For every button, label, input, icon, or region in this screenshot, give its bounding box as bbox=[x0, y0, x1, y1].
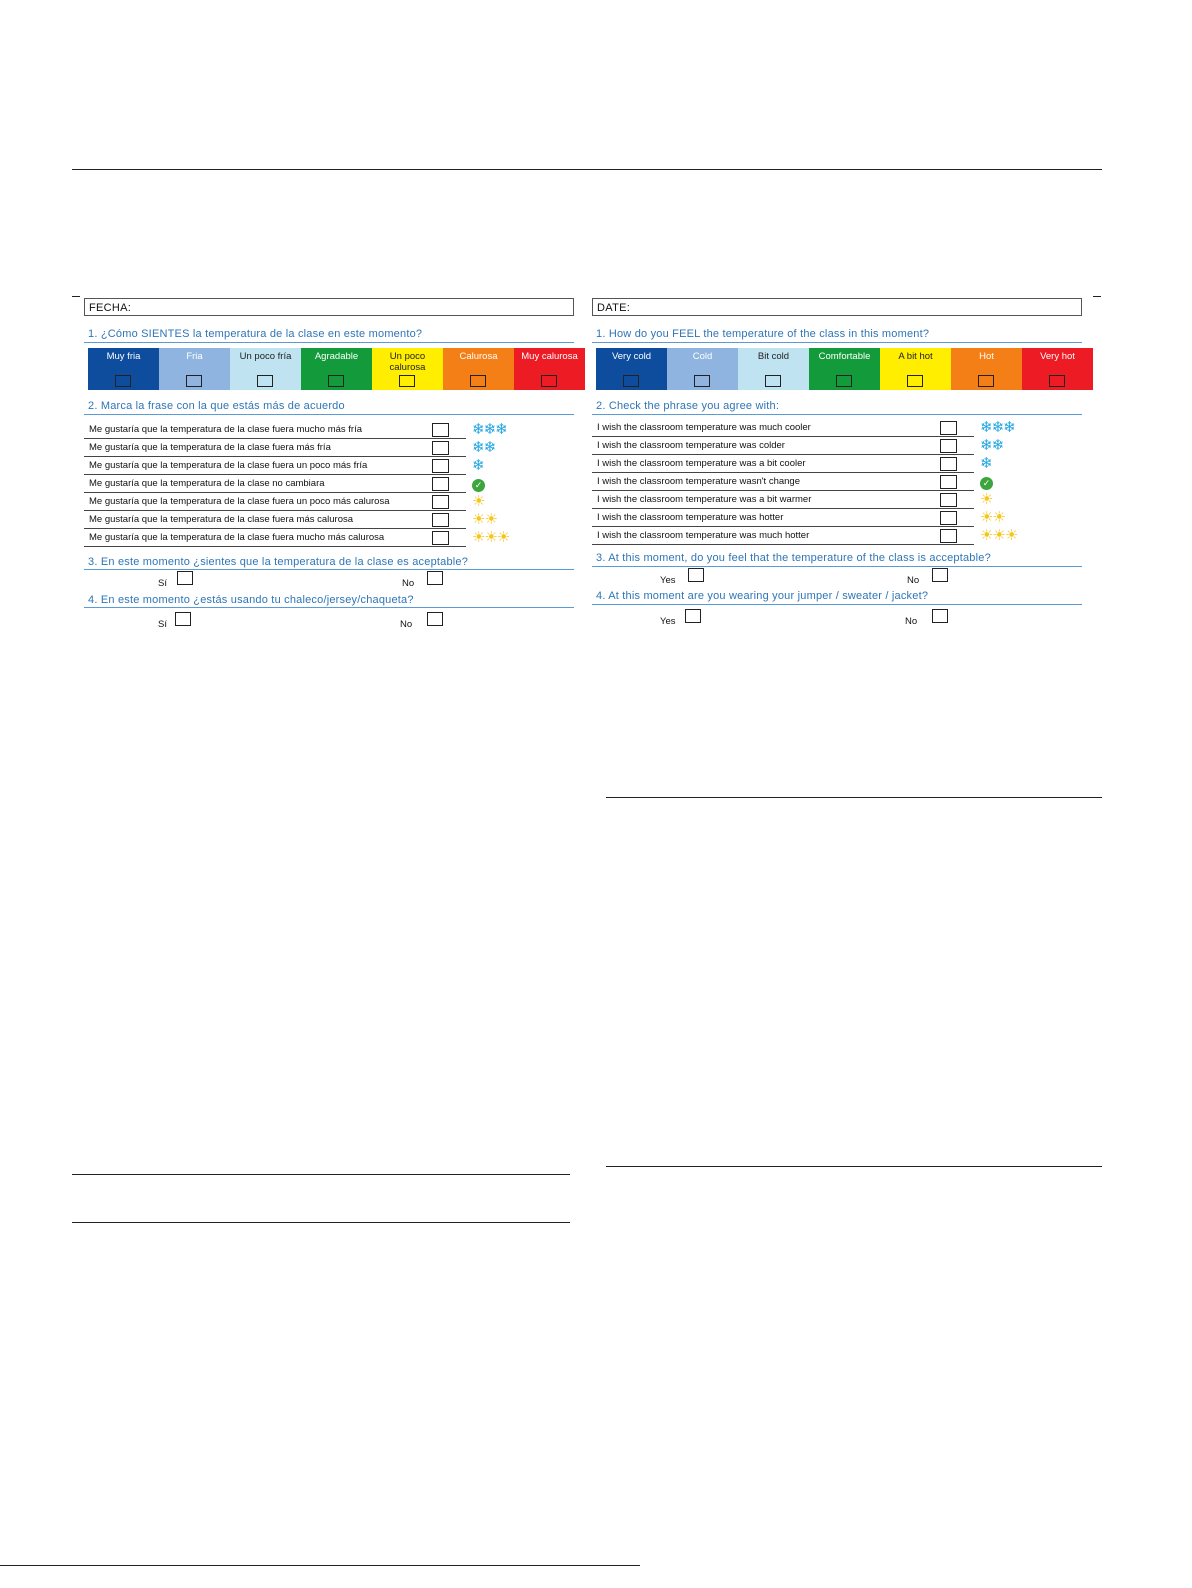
q4-no-checkbox[interactable] bbox=[427, 612, 443, 626]
phrase-option-7: I wish the classroom temperature was much hotter bbox=[592, 527, 974, 545]
sun-icon: ☀ bbox=[992, 509, 1005, 526]
scale-option-label: Agradable bbox=[314, 351, 359, 362]
question-3-underline bbox=[592, 566, 1082, 567]
question-3-underline bbox=[84, 569, 574, 570]
q4-no-label: No bbox=[400, 619, 413, 630]
scale-option-1[interactable] bbox=[596, 348, 667, 390]
scale-option-4[interactable] bbox=[301, 348, 372, 390]
scale-option-label: Un poco calurosa bbox=[389, 351, 426, 373]
right-rule-1 bbox=[606, 797, 1102, 798]
phrase-checkbox-1[interactable] bbox=[432, 423, 449, 437]
snowflake-icon: ❄ bbox=[472, 457, 484, 474]
date-field[interactable]: FECHA: bbox=[84, 298, 574, 316]
phrase-checkbox-4[interactable] bbox=[940, 475, 957, 489]
phrase-icon-group bbox=[472, 511, 497, 529]
top-rule bbox=[72, 169, 1102, 170]
scale-option-checkbox[interactable] bbox=[1049, 375, 1065, 387]
right-tick bbox=[1093, 296, 1101, 297]
scale-option-label: Fria bbox=[186, 351, 203, 362]
scale-option-label: Very cold bbox=[611, 351, 652, 362]
q3-yes-checkbox[interactable] bbox=[177, 571, 193, 585]
question-4-title: 4. En este momento ¿estás usando tu chaleco/jersey/chaqueta? bbox=[88, 594, 414, 606]
snowflake-icon: ❄ bbox=[991, 437, 1004, 454]
scale-option-checkbox[interactable] bbox=[399, 375, 415, 387]
phrase-option-2: Me gustaría que la temperatura de la clase fuera más fría bbox=[84, 439, 466, 457]
phrase-icon-group bbox=[980, 455, 992, 473]
q3-no-checkbox[interactable] bbox=[427, 571, 443, 585]
phrase-icon-group bbox=[472, 493, 484, 511]
phrase-icon-group bbox=[472, 439, 495, 457]
scale-option-label: Cold bbox=[692, 351, 713, 362]
scale-option-checkbox[interactable] bbox=[257, 375, 273, 387]
sun-icon: ☀ bbox=[1004, 527, 1018, 544]
question-4-title: 4. At this moment are you wearing your jumper / sweater / jacket? bbox=[596, 590, 929, 602]
phrase-icon-group bbox=[980, 437, 1003, 455]
q4-yes-checkbox[interactable] bbox=[685, 609, 701, 623]
sun-icon: ☀ bbox=[980, 509, 993, 526]
phrase-checkbox-1[interactable] bbox=[940, 421, 957, 435]
q3-yes-label: Yes bbox=[660, 575, 676, 586]
phrase-icon-group bbox=[472, 421, 507, 439]
sun-icon: ☀ bbox=[980, 527, 993, 544]
phrase-icon-group bbox=[472, 475, 485, 493]
left-rule-2 bbox=[72, 1222, 570, 1223]
scale-option-checkbox[interactable] bbox=[541, 375, 557, 387]
sun-icon: ☀ bbox=[484, 511, 497, 528]
scale-option-label: Muy calurosa bbox=[521, 351, 578, 362]
sun-icon: ☀ bbox=[980, 491, 993, 508]
scale-option-checkbox[interactable] bbox=[978, 375, 994, 387]
scale-option-2[interactable] bbox=[667, 348, 738, 390]
phrase-option-4: Me gustaría que la temperatura de la clase no cambiara bbox=[84, 475, 466, 493]
date-field[interactable]: DATE: bbox=[592, 298, 1082, 316]
phrase-icon-group bbox=[980, 473, 993, 491]
sun-icon: ☀ bbox=[496, 529, 510, 546]
scale-option-checkbox[interactable] bbox=[623, 375, 639, 387]
sun-icon: ☀ bbox=[472, 511, 485, 528]
sun-icon: ☀ bbox=[992, 527, 1005, 544]
snowflake-icon: ❄ bbox=[483, 439, 496, 456]
survey-form-spanish bbox=[84, 296, 578, 630]
phrase-checkbox-3[interactable] bbox=[432, 459, 449, 473]
phrase-checkbox-7[interactable] bbox=[940, 529, 957, 543]
scale-option-label: Calurosa bbox=[459, 351, 498, 362]
scale-option-7[interactable] bbox=[1022, 348, 1093, 390]
snowflake-icon: ❄ bbox=[472, 421, 484, 438]
phrase-icon-group bbox=[980, 509, 1005, 527]
question-4-underline bbox=[84, 607, 574, 608]
phrase-icon-group bbox=[980, 527, 1017, 545]
scale-option-checkbox[interactable] bbox=[694, 375, 710, 387]
left-tick bbox=[72, 296, 80, 297]
phrase-option-1: I wish the classroom temperature was much cooler bbox=[592, 419, 974, 437]
scale-option-checkbox[interactable] bbox=[115, 375, 131, 387]
q4-yes-checkbox[interactable] bbox=[175, 612, 191, 626]
snowflake-icon: ❄ bbox=[483, 421, 496, 438]
scale-option-checkbox[interactable] bbox=[907, 375, 923, 387]
q4-yes-label: Yes bbox=[660, 616, 676, 627]
question-2-underline bbox=[84, 414, 574, 415]
question-1-underline bbox=[84, 342, 574, 343]
scale-option-3[interactable] bbox=[738, 348, 809, 390]
question-1-title: 1. ¿Cómo SIENTES la temperatura de la clase en este momento? bbox=[88, 328, 423, 340]
scale-option-2[interactable] bbox=[159, 348, 230, 390]
scale-option-label: Muy fria bbox=[106, 351, 141, 362]
snowflake-icon: ❄ bbox=[980, 437, 992, 454]
scale-option-checkbox[interactable] bbox=[470, 375, 486, 387]
sun-icon: ☀ bbox=[484, 529, 497, 546]
phrase-option-3: Me gustaría que la temperatura de la clase fuera un poco más fría bbox=[84, 457, 466, 475]
left-rule-1 bbox=[72, 1174, 570, 1175]
phrase-option-2: I wish the classroom temperature was colder bbox=[592, 437, 974, 455]
phrase-checkbox-4[interactable] bbox=[432, 477, 449, 491]
snowflake-icon: ❄ bbox=[472, 439, 484, 456]
phrase-checkbox-2[interactable] bbox=[432, 441, 449, 455]
q4-no-checkbox[interactable] bbox=[932, 609, 948, 623]
phrase-option-6: Me gustaría que la temperatura de la clase fuera más calurosa bbox=[84, 511, 466, 529]
snowflake-icon: ❄ bbox=[991, 419, 1004, 436]
question-3-title: 3. En este momento ¿sientes que la temperatura de la clase es aceptable? bbox=[88, 556, 469, 568]
phrase-option-3: I wish the classroom temperature was a bit cooler bbox=[592, 455, 974, 473]
scale-option-label: A bit hot bbox=[898, 351, 933, 362]
scale-option-7[interactable] bbox=[514, 348, 585, 390]
phrase-option-7: Me gustaría que la temperatura de la clase fuera mucho más calurosa bbox=[84, 529, 466, 547]
scale-option-6[interactable] bbox=[951, 348, 1022, 390]
q3-yes-label: Sí bbox=[158, 578, 167, 589]
check-icon: ✓ bbox=[980, 477, 993, 490]
bottom-rule bbox=[0, 1565, 640, 1566]
phrase-checkbox-3[interactable] bbox=[940, 457, 957, 471]
scale-option-label: Un poco fría bbox=[239, 351, 292, 362]
q4-no-label: No bbox=[905, 616, 918, 627]
scale-option-checkbox[interactable] bbox=[328, 375, 344, 387]
scale-option-6[interactable] bbox=[443, 348, 514, 390]
phrase-checkbox-5[interactable] bbox=[432, 495, 449, 509]
q3-no-label: No bbox=[907, 575, 920, 586]
phrase-option-1: Me gustaría que la temperatura de la clase fuera mucho más fría bbox=[84, 421, 466, 439]
scale-option-5[interactable] bbox=[880, 348, 951, 390]
survey-form-english bbox=[592, 296, 1082, 628]
scale-option-label: Bit cold bbox=[757, 351, 790, 362]
sun-icon: ☀ bbox=[472, 529, 485, 546]
scale-option-3[interactable] bbox=[230, 348, 301, 390]
scale-option-4[interactable] bbox=[809, 348, 880, 390]
temperature-scale bbox=[596, 348, 1093, 390]
question-2-title: 2. Marca la frase con la que estás más de acuerdo bbox=[88, 400, 345, 412]
phrase-icon-group bbox=[472, 457, 484, 475]
scale-option-checkbox[interactable] bbox=[765, 375, 781, 387]
phrase-option-6: I wish the classroom temperature was hotter bbox=[592, 509, 974, 527]
question-4-underline bbox=[592, 604, 1082, 605]
question-2-underline bbox=[592, 414, 1082, 415]
q3-no-checkbox[interactable] bbox=[932, 568, 948, 582]
snowflake-icon: ❄ bbox=[495, 421, 507, 438]
q3-yes-checkbox[interactable] bbox=[688, 568, 704, 582]
phrase-icon-group bbox=[980, 419, 1015, 437]
phrase-checkbox-2[interactable] bbox=[940, 439, 957, 453]
phrase-option-4: I wish the classroom temperature wasn't change bbox=[592, 473, 974, 491]
right-rule-2 bbox=[606, 1166, 1102, 1167]
sun-icon: ☀ bbox=[472, 493, 485, 510]
scale-option-label: Comfortable bbox=[818, 351, 871, 362]
question-1-title: 1. How do you FEEL the temperature of the class in this moment? bbox=[596, 328, 930, 340]
check-icon: ✓ bbox=[472, 479, 485, 492]
phrase-option-5: I wish the classroom temperature was a bit warmer bbox=[592, 491, 974, 509]
phrase-checkbox-5[interactable] bbox=[940, 493, 957, 507]
scale-option-1[interactable] bbox=[88, 348, 159, 390]
snowflake-icon: ❄ bbox=[1003, 419, 1015, 436]
phrase-icon-group bbox=[980, 491, 992, 509]
temperature-scale bbox=[88, 348, 585, 390]
question-2-title: 2. Check the phrase you agree with: bbox=[596, 400, 780, 412]
phrase-checkbox-6[interactable] bbox=[940, 511, 957, 525]
scale-option-label: Very hot bbox=[1040, 351, 1075, 362]
snowflake-icon: ❄ bbox=[980, 419, 992, 436]
scale-option-5[interactable] bbox=[372, 348, 443, 390]
question-3-title: 3. At this moment, do you feel that the temperature of the class is acceptable? bbox=[596, 552, 991, 564]
phrase-checkbox-6[interactable] bbox=[432, 513, 449, 527]
snowflake-icon: ❄ bbox=[980, 455, 992, 472]
question-1-underline bbox=[592, 342, 1082, 343]
scale-option-checkbox[interactable] bbox=[186, 375, 202, 387]
scale-option-checkbox[interactable] bbox=[836, 375, 852, 387]
scale-option-label: Hot bbox=[979, 351, 994, 362]
phrase-option-5: Me gustaría que la temperatura de la clase fuera un poco más calurosa bbox=[84, 493, 466, 511]
phrase-icon-group bbox=[472, 529, 509, 547]
q3-no-label: No bbox=[402, 578, 415, 589]
q4-yes-label: Sí bbox=[158, 619, 167, 630]
phrase-checkbox-7[interactable] bbox=[432, 531, 449, 545]
